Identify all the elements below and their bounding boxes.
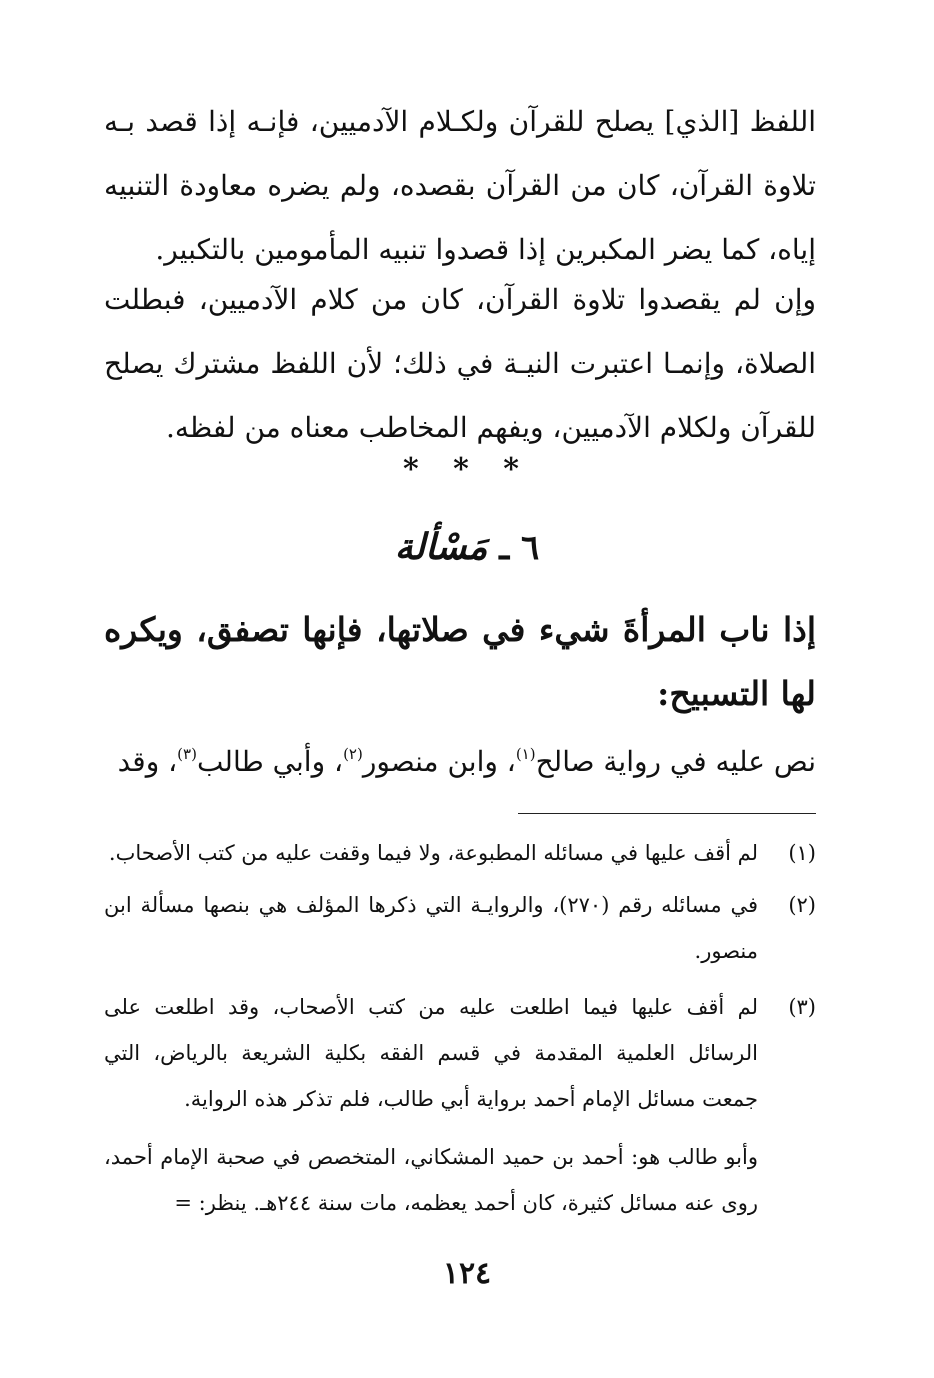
footnote-1 bbox=[104, 830, 816, 876]
footnote-ref-3[interactable]: (٣) bbox=[177, 745, 197, 763]
footnote-number: (٢) bbox=[788, 893, 816, 917]
paragraph-2: وإن لم يقصدوا تلاوة القرآن، كان من كلام الآدميين، فبطلت الصلاة، وإنمـا اعتبرت النيـة في ذلك؛ لأن اللفظ مشترك يصلح للقرآن ولكلام الآدميين، ويفهم المخاطب معناه من لفظه. bbox=[104, 283, 816, 444]
footnote-3 bbox=[104, 984, 816, 1122]
footnote-number: (١) bbox=[788, 841, 816, 865]
footnote-text: لم أقف عليها فيما اطلعت عليه من كتب الأصحاب، وقد اطلعت على الرسائل العلمية المقدمة في قسم الفقه بكلية الشريعة بالرياض، التي جمعت مسائل الإمام أحمد برواية أبي طالب، فلم تذكر هذه الرواية. bbox=[104, 995, 758, 1111]
paragraph-3-part-3: ، وأبي طالب bbox=[196, 745, 344, 778]
footnote-text: لم أقف عليها في مسائله المطبوعة، ولا فيما وقفت عليه من كتب الأصحاب. bbox=[108, 841, 758, 865]
footnote-3-continued bbox=[104, 1134, 816, 1226]
issue-heading: إذا ناب المرأةَ شيء في صلاتها، فإنها تصفق، ويكره لها التسبيح: bbox=[104, 610, 816, 713]
footnote-ref-1[interactable]: (١) bbox=[515, 745, 536, 763]
paragraph-3 bbox=[104, 730, 816, 794]
paragraph-3-part-1: نص عليه في رواية صالح bbox=[535, 745, 816, 778]
footnote-text: وأبو طالب هو: أحمد بن حميد المشكاني، المتخصص في صحبة الإمام أحمد، روى عنه مسائل كثيرة، كان أحمد يعظمه، مات سنة ٢٤٤هـ. ينظر: = bbox=[104, 1145, 758, 1215]
footnote-2 bbox=[104, 882, 816, 974]
footnote-number: (٣) bbox=[788, 995, 816, 1019]
masala-number: ٦ ـ bbox=[499, 528, 540, 568]
footnote-text: في مسائله رقم (٢٧٠)، والروايـة التي ذكرها المؤلف هي بنصها مسألة ابن منصور. bbox=[104, 893, 758, 963]
footnote-ref-2[interactable]: (٢) bbox=[343, 745, 363, 763]
masala-title bbox=[0, 512, 934, 583]
page-number: ١٢٤ bbox=[442, 1256, 492, 1291]
footnote-divider bbox=[518, 813, 816, 814]
masala-word: مَسْألة bbox=[394, 526, 488, 568]
paragraph-1: اللفظ [الذي] يصلح للقرآن ولكـلام الآدميين، فإنـه إذا قصد بـه تلاوة القرآن، كان من القرآن بقصده، ولم يضره معاودة التنبيه إياه، كما يضر المكبرين إذا قصدوا تنبيه المأمومين بالتكبير. bbox=[104, 105, 816, 266]
paragraph-3-part-4: ، وقد bbox=[117, 745, 178, 778]
section-separator: * * * bbox=[403, 452, 531, 487]
paragraph-3-part-2: ، وابن منصور bbox=[362, 745, 516, 778]
